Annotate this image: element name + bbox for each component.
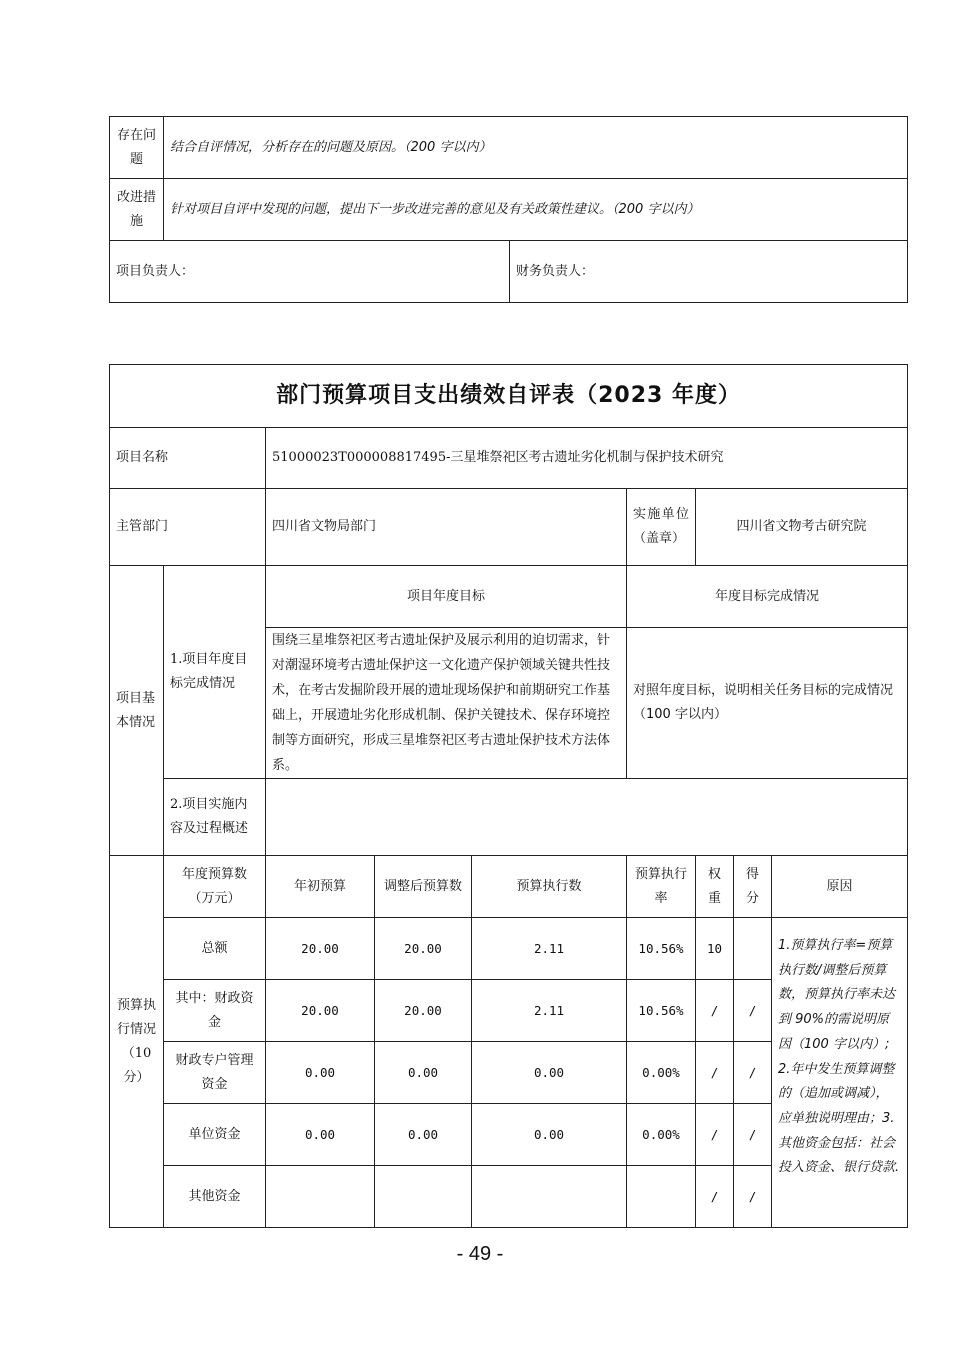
row-adjusted: 20.00 xyxy=(375,980,472,1042)
header-score: 得分 xyxy=(734,856,772,918)
page-number: - 49 - xyxy=(456,1243,504,1265)
issues-table xyxy=(109,116,908,303)
unit-value: 四川省文物考古研究院 xyxy=(696,489,908,566)
header-reason: 原因 xyxy=(772,856,908,918)
row-adjusted: 20.00 xyxy=(375,918,472,980)
row-initial: 20.00 xyxy=(266,980,375,1042)
row-name: 单位资金 xyxy=(164,1104,266,1166)
row-rate: 0.00% xyxy=(627,1042,696,1104)
table-row xyxy=(110,918,908,980)
row-initial: 20.00 xyxy=(266,918,375,980)
row-adjusted[interactable] xyxy=(375,1166,472,1228)
impl-text[interactable] xyxy=(266,779,908,856)
goal-header: 项目年度目标 xyxy=(266,566,627,628)
row-executed: 0.00 xyxy=(472,1042,627,1104)
row-initial: 0.00 xyxy=(266,1104,375,1166)
budget-section-label: 预算执行情况（10分） xyxy=(110,856,164,1228)
project-lead-field[interactable]: 项目负责人： xyxy=(110,241,510,303)
row-executed: 0.00 xyxy=(472,1104,627,1166)
form-title: 部门预算项目支出绩效自评表（2023 年度） xyxy=(110,365,908,428)
row-executed[interactable] xyxy=(472,1166,627,1228)
improvements-text: 针对项目自评中发现的问题，提出下一步改进完善的意见及有关政策性建议。（200 字以内） xyxy=(164,179,908,241)
row-name: 总额 xyxy=(164,918,266,980)
impl-label: 2.项目实施内容及过程概述 xyxy=(164,779,266,856)
header-executed: 预算执行数 xyxy=(472,856,627,918)
row-rate[interactable] xyxy=(627,1166,696,1228)
header-weight: 权重 xyxy=(696,856,734,918)
issues-label: 存在问题 xyxy=(110,117,164,179)
header-initial: 年初预算 xyxy=(266,856,375,918)
goal-status-header: 年度目标完成情况 xyxy=(627,566,908,628)
reason-note: 1.预算执行率=预算执行数/调整后预算数，预算执行率未达到 90%的需说明原因（100 字以内）;2.年中发生预算调整的（追加或调减），应单独说明理由；3.其他资金包括：社会投入资金、银行贷款. xyxy=(772,918,908,1228)
row-name: 其中：财政资金 xyxy=(164,980,266,1042)
row-adjusted: 0.00 xyxy=(375,1104,472,1166)
row-score: / xyxy=(734,1166,772,1228)
issues-text: 结合自评情况，分析存在的问题及原因。（200 字以内） xyxy=(164,117,908,179)
row-score: / xyxy=(734,1042,772,1104)
row-score[interactable] xyxy=(734,918,772,980)
unit-label: 实施单位（盖章） xyxy=(627,489,696,566)
header-rate: 预算执行率 xyxy=(627,856,696,918)
row-score: / xyxy=(734,1104,772,1166)
basic-info-label: 项目基本情况 xyxy=(110,566,164,856)
row-name: 财政专户管理资金 xyxy=(164,1042,266,1104)
evaluation-table xyxy=(109,364,908,1228)
project-name-label: 项目名称 xyxy=(110,428,266,489)
header-budget-amount: 年度预算数（万元） xyxy=(164,856,266,918)
finance-lead-field[interactable]: 财务负责人： xyxy=(510,241,908,303)
goal-label: 1.项目年度目标完成情况 xyxy=(164,566,266,779)
row-weight: / xyxy=(696,1042,734,1104)
project-name-value: 51000023T000008817495-三星堆祭祀区考古遗址劣化机制与保护技术研究 xyxy=(266,428,908,489)
row-rate: 10.56% xyxy=(627,918,696,980)
row-weight: / xyxy=(696,1104,734,1166)
goal-text: 围绕三星堆祭祀区考古遗址保护及展示利用的迫切需求，针对潮湿环境考古遗址保护这一文化遗产保护领域关键共性技术，在考古发掘阶段开展的遗址现场保护和前期研究工作基础上，开展遗址劣化形成机制、保护关键技术、保存环境控制等方面研究，形成三星堆祭祀区考古遗址保护技术方法体系。 xyxy=(266,628,627,779)
row-score: / xyxy=(734,980,772,1042)
improvements-label: 改进措施 xyxy=(110,179,164,241)
dept-value: 四川省文物局部门 xyxy=(266,489,627,566)
row-initial[interactable] xyxy=(266,1166,375,1228)
row-executed: 2.11 xyxy=(472,980,627,1042)
row-rate: 0.00% xyxy=(627,1104,696,1166)
header-adjusted: 调整后预算数 xyxy=(375,856,472,918)
row-name: 其他资金 xyxy=(164,1166,266,1228)
row-weight: 10 xyxy=(696,918,734,980)
row-weight: / xyxy=(696,1166,734,1228)
row-weight: / xyxy=(696,980,734,1042)
row-executed: 2.11 xyxy=(472,918,627,980)
dept-label: 主管部门 xyxy=(110,489,266,566)
row-initial: 0.00 xyxy=(266,1042,375,1104)
row-adjusted: 0.00 xyxy=(375,1042,472,1104)
goal-status-text: 对照年度目标，说明相关任务目标的完成情况（100 字以内） xyxy=(627,628,908,779)
row-rate: 10.56% xyxy=(627,980,696,1042)
